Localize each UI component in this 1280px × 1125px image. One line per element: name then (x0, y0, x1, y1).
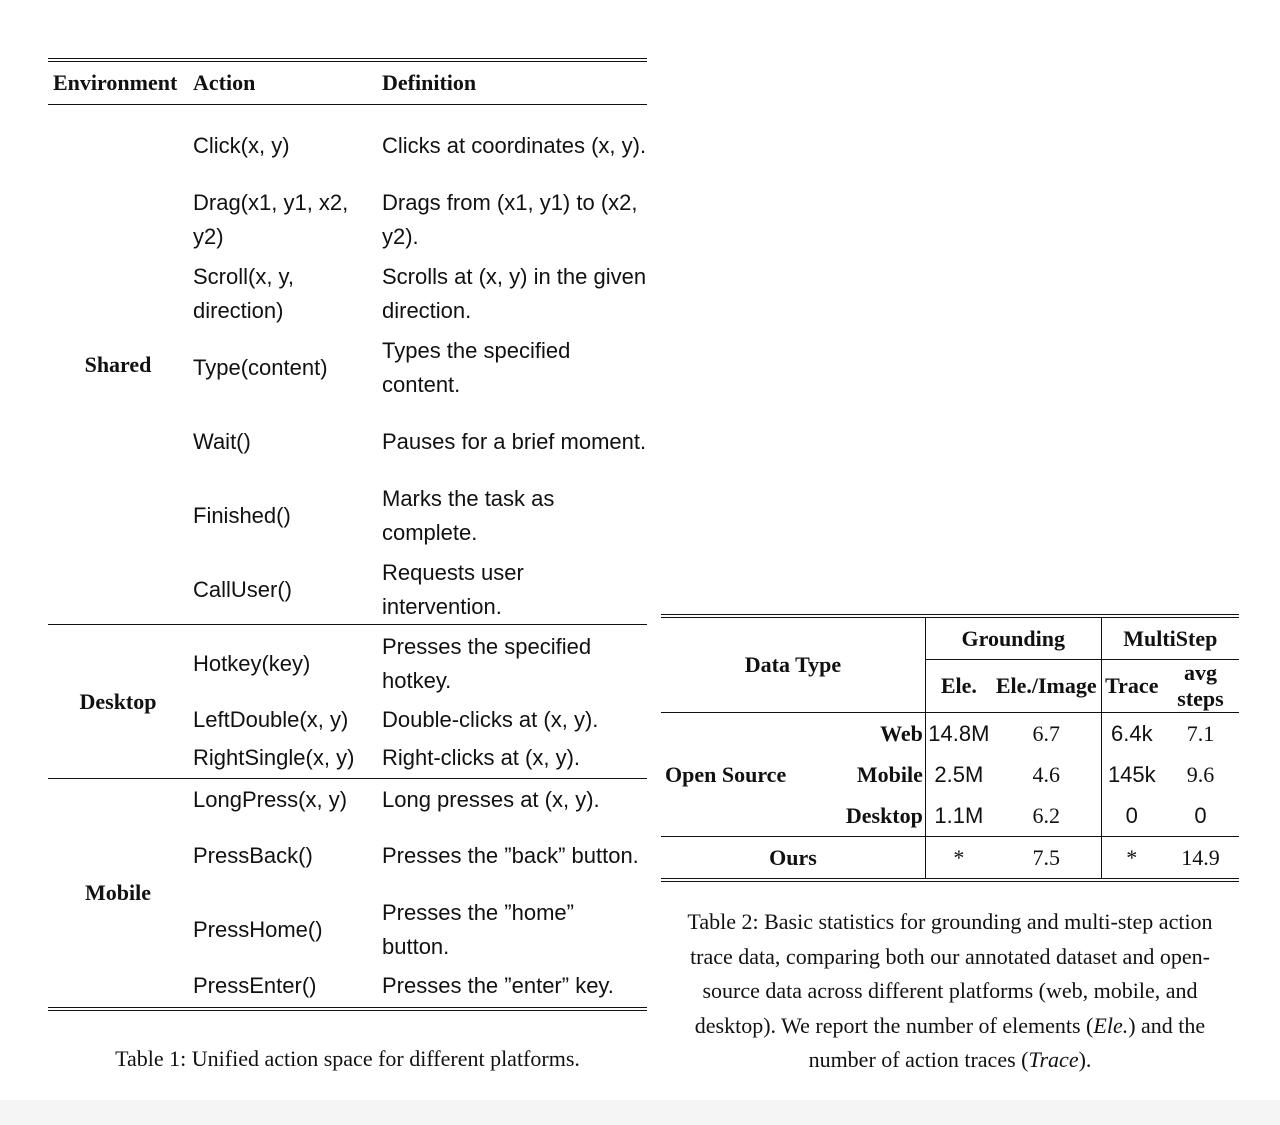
cell-avg-steps: 7.1 (1186, 720, 1215, 746)
action-cell: Hotkey(key) (193, 650, 311, 676)
definition-cell: Right-clicks at (x, y). (382, 744, 581, 770)
action-cell: LeftDouble(x, y) (193, 706, 349, 732)
table-2 (661, 614, 1239, 882)
cell-ele: 14.8M (928, 720, 990, 746)
cell-ele: 1.1M (934, 802, 984, 828)
header-definition: Definition (382, 70, 477, 95)
definition-cell: Long presses at (x, y). (382, 786, 600, 812)
cell-trace: 0 (1125, 802, 1138, 828)
action-cell: PressBack() (193, 842, 313, 868)
cell-ele-per-image: 4.6 (992, 754, 1101, 795)
cell-avg-steps: 9.6 (1186, 761, 1215, 787)
table-row (188, 553, 647, 627)
action-cell: CallUser() (193, 576, 292, 602)
definition-cell: Pauses for a brief moment. (382, 428, 647, 454)
definition-cell: Types the specified content. (382, 337, 571, 397)
group-shared (48, 105, 647, 624)
action-cell: Finished() (193, 502, 291, 528)
env-label-shared: Shared (84, 351, 152, 377)
cell-avg-steps: 0 (1194, 802, 1207, 828)
definition-cell: Drags from (x1, y1) to (x2, y2). (382, 189, 638, 249)
action-cell: Scroll(x, y, direction) (193, 263, 295, 323)
table-row (188, 893, 647, 967)
cell-ele-per-image: 6.2 (992, 795, 1101, 837)
platform-web: Web (846, 713, 926, 755)
header-data-type: Data Type (661, 616, 925, 713)
action-cell: LongPress(x, y) (193, 786, 348, 812)
header-avg-steps: avg steps (1162, 660, 1239, 713)
env-label-desktop: Desktop (79, 688, 157, 714)
definition-cell: Requests user intervention. (382, 559, 524, 619)
caption-ele-term: Ele. (1093, 1012, 1129, 1038)
table-2-caption (664, 905, 1236, 1078)
table-row (188, 701, 647, 739)
action-cell: Click(x, y) (193, 132, 290, 158)
open-source-spacer (661, 795, 846, 837)
cell-trace: 145k (1107, 761, 1156, 787)
platform-mobile: Mobile (846, 754, 926, 795)
env-label-mobile: Mobile (85, 880, 151, 905)
caption-trace-term: Trace (1028, 1047, 1079, 1072)
ours-ele: * (953, 844, 965, 870)
cell-ele-per-image: 6.7 (992, 713, 1101, 755)
definition-cell: Marks the task as complete. (382, 485, 555, 545)
definition-cell: Clicks at coordinates (x, y). (382, 132, 647, 158)
definition-cell: Scrolls at (x, y) in the given direction. (382, 263, 647, 323)
table-row (188, 257, 647, 331)
header-grounding: Grounding (925, 616, 1101, 660)
definition-cell: Presses the specified hotkey. (382, 633, 592, 693)
table-1 (48, 58, 647, 1011)
header-action: Action (193, 70, 256, 95)
table-1-caption: Table 1: Unified action space for different platforms. (115, 1046, 580, 1071)
caption-text: Table 2: Basic statistics for grounding and multi-step action trace data, comparing both our annotated dataset and open-source data across different platforms (web, mobile, and desktop). We report the number of elements ( (687, 909, 1213, 1038)
action-cell: RightSingle(x, y) (193, 744, 355, 770)
caption-text: ). (1078, 1047, 1092, 1072)
table-row (188, 967, 647, 1005)
group-mobile (48, 779, 647, 1007)
definition-cell: Double-clicks at (x, y). (382, 706, 599, 732)
table-row (188, 405, 647, 479)
header-trace: Trace (1101, 660, 1162, 713)
action-cell: PressEnter() (193, 972, 317, 998)
table-row (188, 109, 647, 183)
table-bottom-rule (48, 1007, 647, 1011)
action-cell: Wait() (193, 428, 251, 454)
cell-ele: 2.5M (934, 761, 984, 787)
ours-trace: * (1126, 844, 1138, 870)
table-row (188, 331, 647, 405)
page-bottom-band (0, 1100, 1280, 1125)
header-ele: Ele. (925, 660, 991, 713)
open-source-label: Open Source (665, 761, 787, 787)
group-desktop (48, 625, 647, 778)
caption-text: ) and the number of action traces ( (808, 1012, 1206, 1072)
platform-desktop: Desktop (846, 795, 926, 837)
header-ele-per-image: Ele./Image (992, 660, 1101, 713)
table-row (188, 183, 647, 257)
ours-avg-steps: 14.9 (1181, 844, 1220, 870)
table-row (188, 819, 647, 893)
ours-ele-per-image: 7.5 (992, 837, 1101, 881)
table-row (188, 739, 647, 777)
definition-cell: Presses the ”back” button. (382, 842, 639, 868)
header-environment: Environment (53, 70, 178, 95)
table-row (188, 479, 647, 553)
table-row (188, 627, 647, 701)
ours-label: Ours (661, 837, 925, 881)
action-cell: Type(content) (193, 354, 328, 380)
table-header-row (48, 62, 647, 104)
definition-cell: Presses the ”enter” key. (382, 972, 614, 998)
open-source-label (661, 713, 846, 755)
table-row (188, 781, 647, 819)
header-multistep: MultiStep (1101, 616, 1239, 660)
cell-trace: 6.4k (1111, 720, 1153, 746)
definition-cell: Presses the ”home” button. (382, 899, 574, 959)
action-cell: PressHome() (193, 916, 323, 942)
action-cell: Drag(x1, y1, x2, y2) (193, 189, 349, 249)
